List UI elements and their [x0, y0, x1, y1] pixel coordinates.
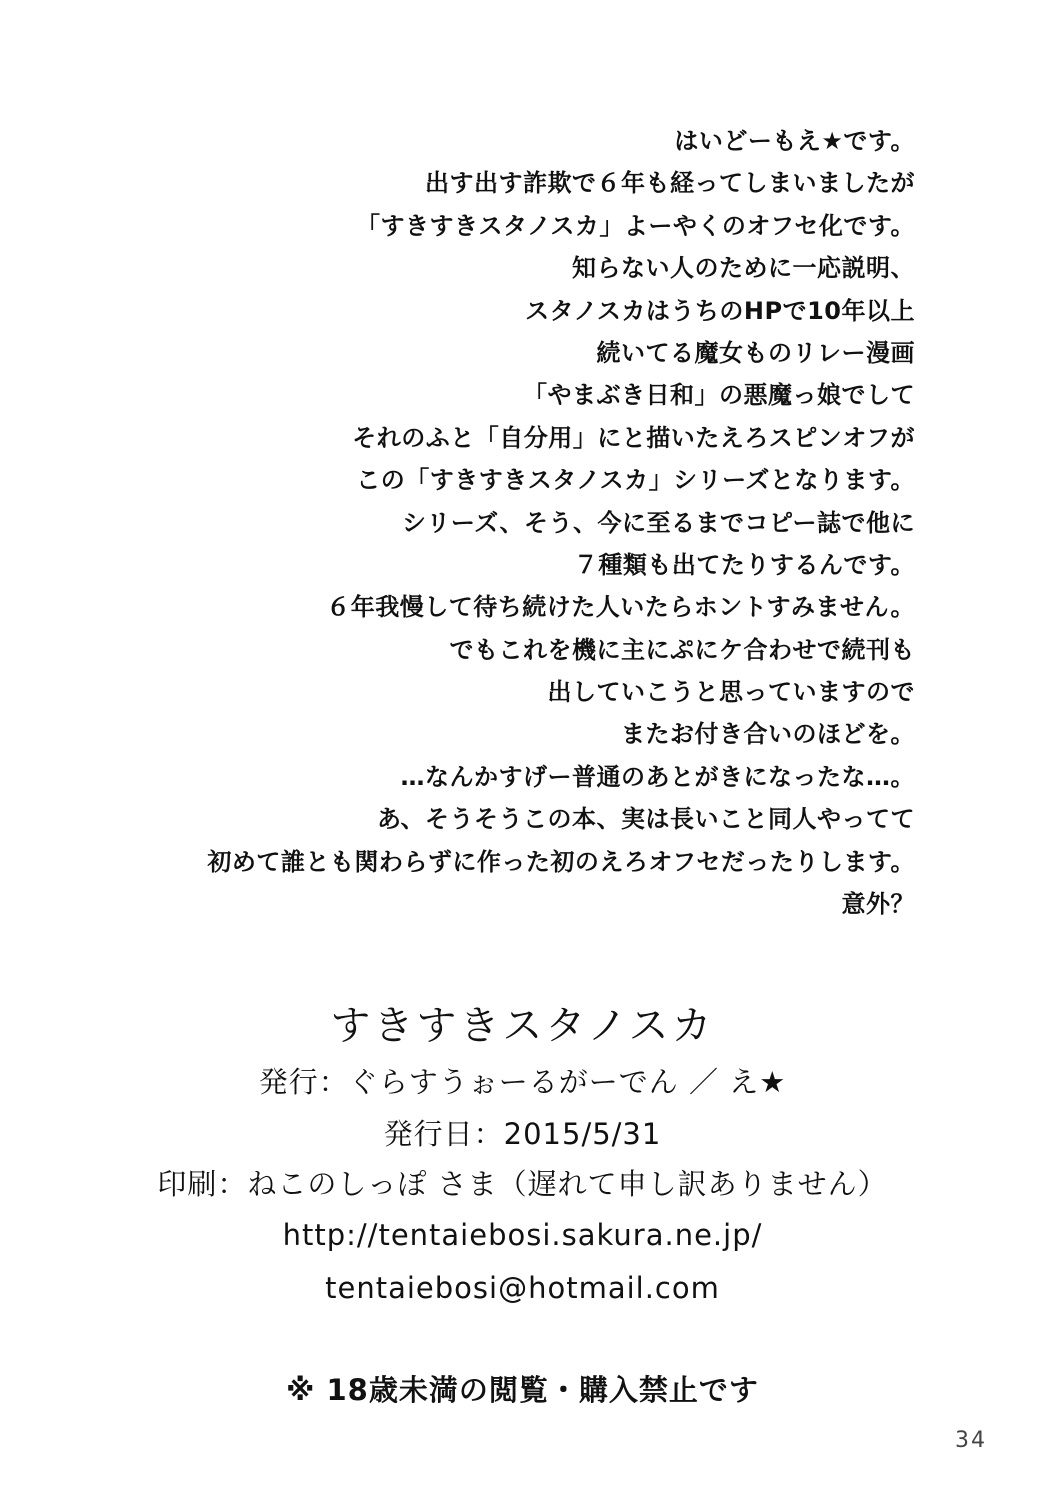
afterword-line: ６年我慢して待ち続けた人いたらホントすみません。	[326, 593, 915, 622]
afterword-line: ７種類も出てたりするんです。	[573, 550, 915, 579]
afterword-line: 出していこうと思っていますので	[547, 678, 915, 707]
afterword-line: スタノスカはうちのHPで10年以上	[525, 296, 915, 325]
contact-email: tentaiebosi@hotmail.com	[325, 1271, 720, 1305]
printer-line: 印刷：ねこのしっぽ さま（遅れて申し訳ありません）	[157, 1167, 888, 1201]
afterword-line: でもこれを機に主にぷにケ合わせで続刊も	[449, 635, 915, 664]
publication-date-line: 発行日：2015/5/31	[383, 1117, 662, 1151]
age-restriction-notice: ※ 18歳未満の閲覧・購入禁止です	[286, 1373, 759, 1407]
page-number: 34	[955, 1428, 987, 1453]
afterword-line: またお付き合いのほどを。	[621, 720, 915, 749]
afterword-line: 続いてる魔女ものリレー漫画	[596, 338, 915, 367]
afterword-line: シリーズ、そう、今に至るまでコピー誌で他に	[401, 508, 915, 537]
publisher-line: 発行：ぐらすうぉーるがーでん ／ え★	[258, 1065, 787, 1099]
website-url: http://tentaiebosi.sakura.ne.jp/	[282, 1218, 763, 1252]
book-title: すきすきスタノスカ	[330, 1003, 715, 1049]
afterword-line: 「やまぶき日和」の悪魔っ娘でして	[523, 381, 915, 410]
afterword-line: あ、そうそうこの本、実は長いこと同人やってて	[376, 805, 915, 834]
afterword-line: はいどーもえ★です。	[674, 127, 915, 155]
afterword-line: 「すきすきスタノスカ」よーやくのオフセ化です。	[356, 211, 915, 240]
afterword-line: 意外？	[841, 890, 915, 919]
afterword-line: 知らない人のために一応説明、	[572, 254, 915, 283]
afterword-line: …なんかすげー普通のあとがきになったな…。	[400, 762, 915, 791]
afterword-line: この「すきすきスタノスカ」シリーズとなります。	[356, 466, 915, 495]
afterword-text	[155, 120, 915, 925]
afterword-line: 出す出す詐欺で６年も経ってしまいましたが	[425, 169, 915, 198]
afterword-line: それのふと「自分用」にと描いたえろスピンオフが	[352, 423, 915, 452]
afterword-line: 初めて誰とも関わらずに作った初のえろオフセだったりします。	[207, 847, 915, 876]
